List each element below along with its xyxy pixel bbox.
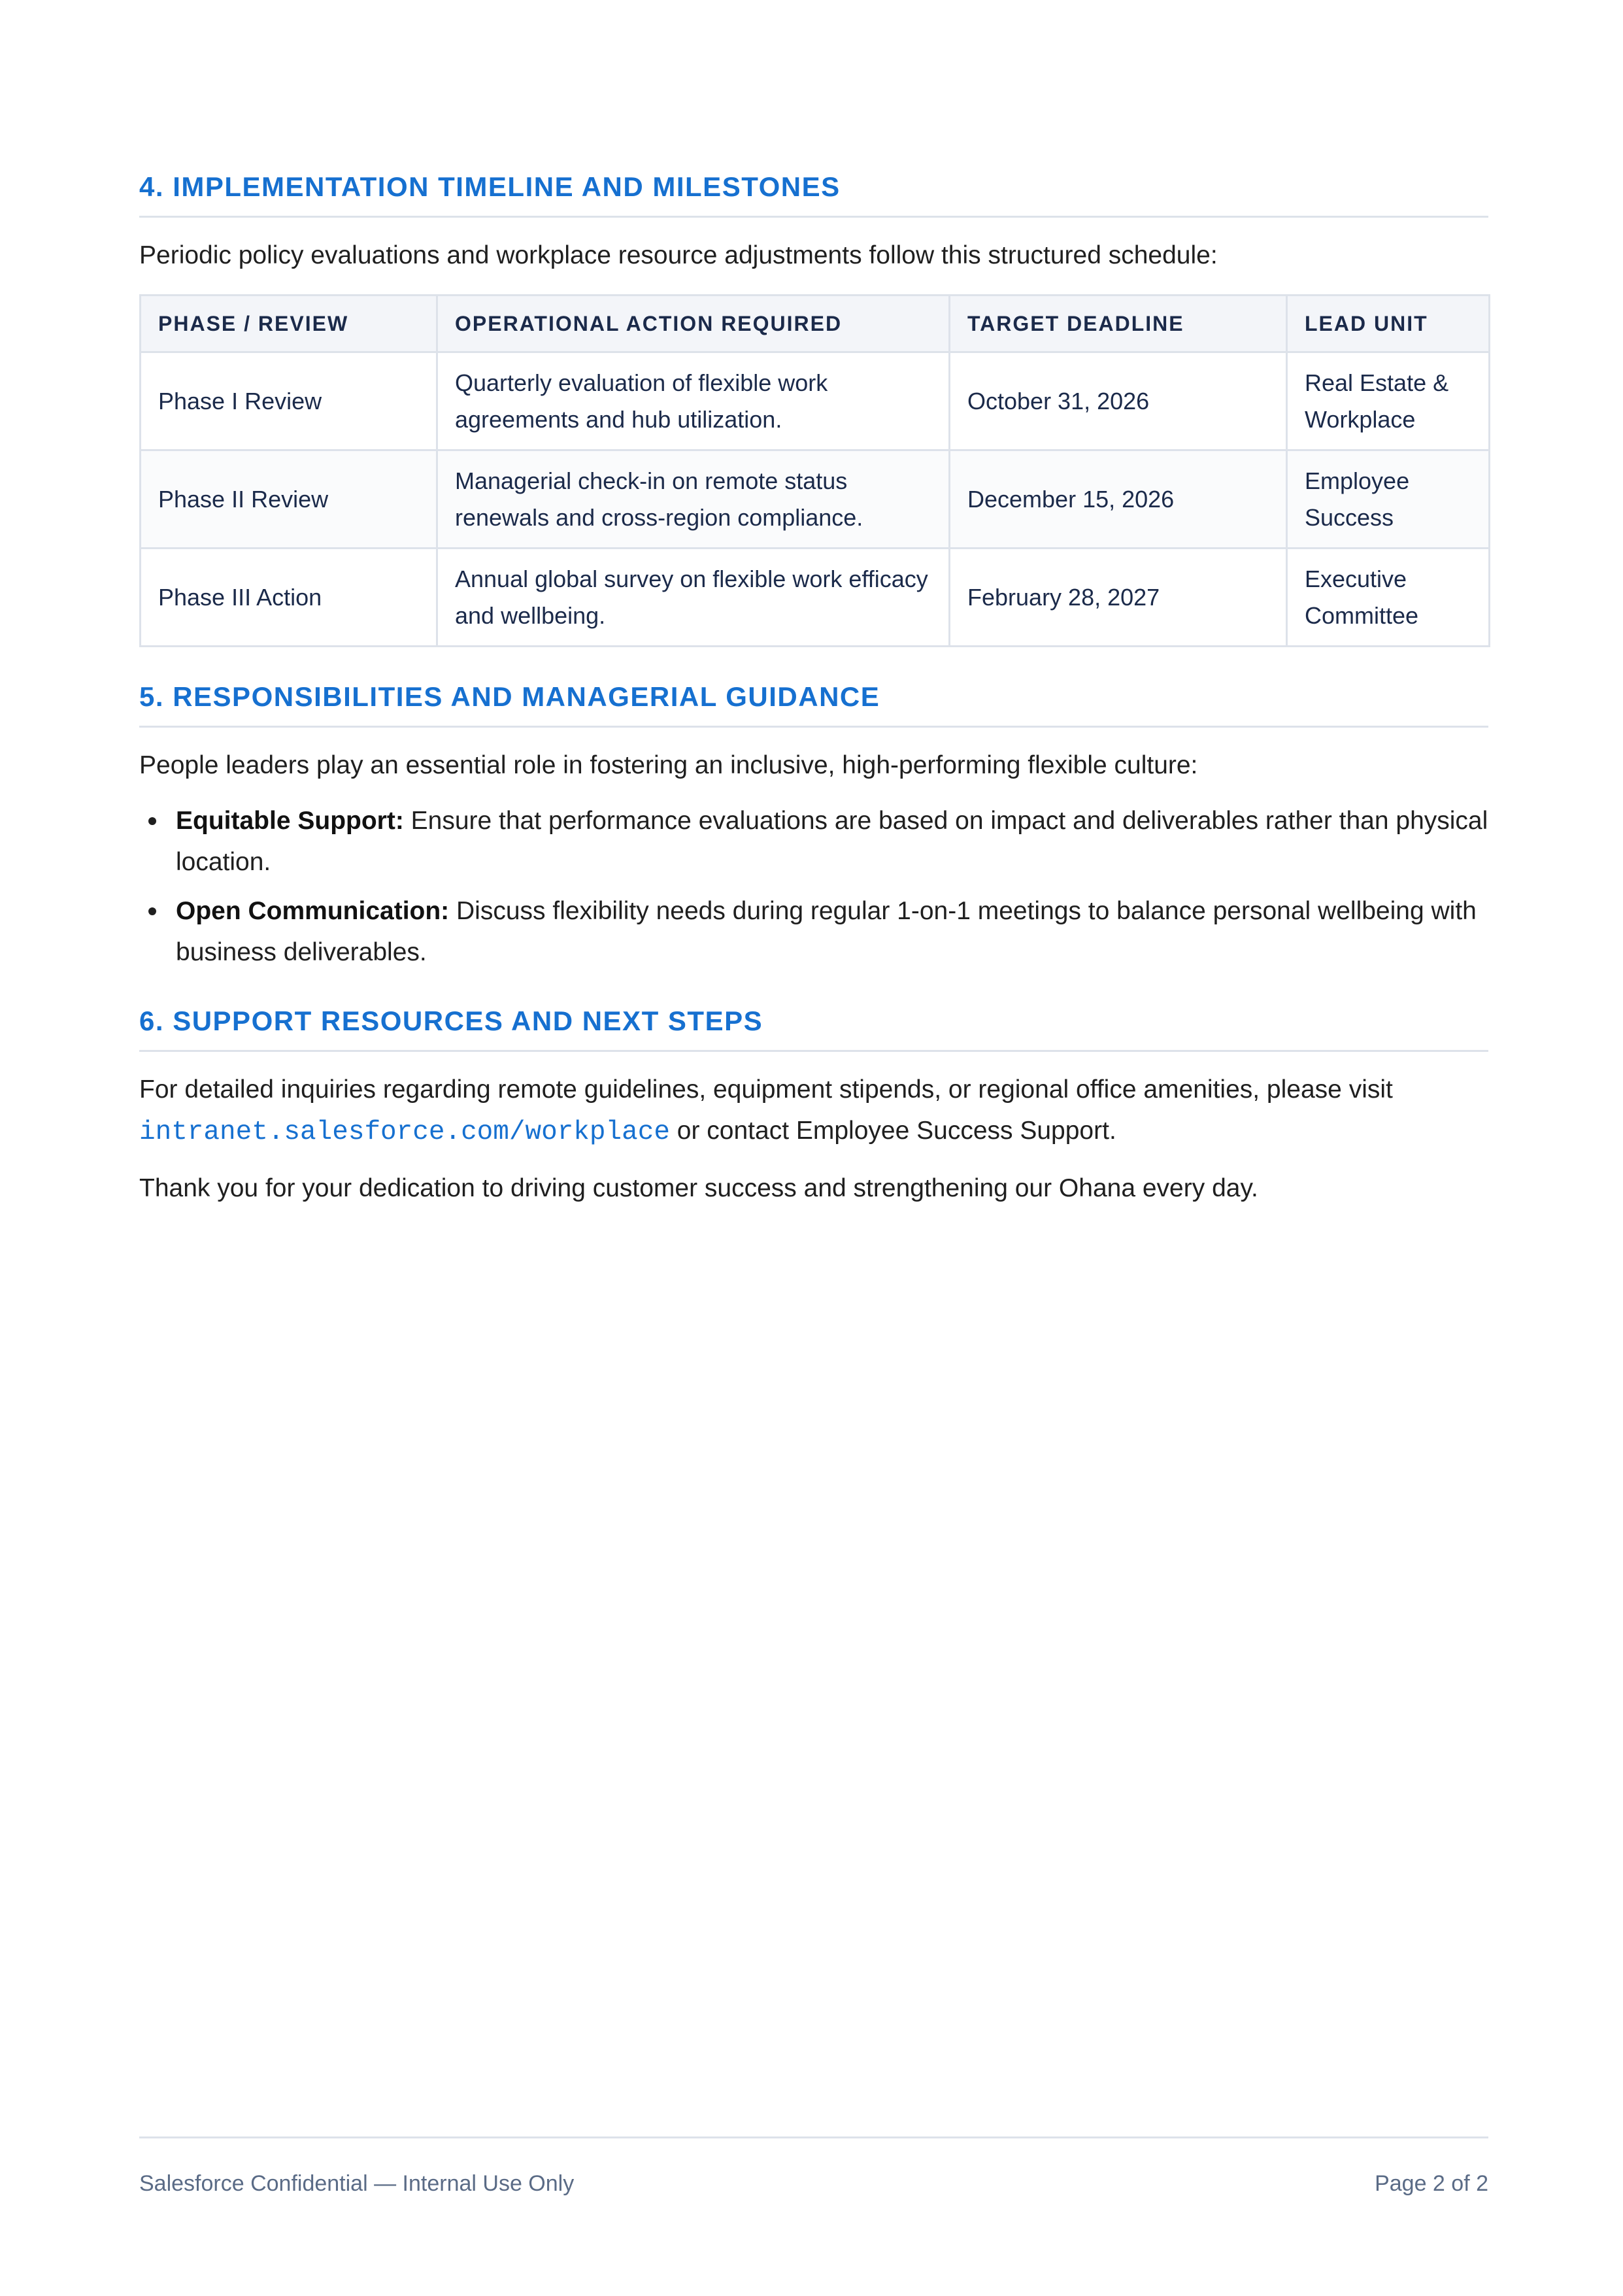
section-5-intro: People leaders play an essential role in fostering an inclusive, high-performing flexible culture: [139,751,1198,779]
list-item [139,890,1488,973]
list-item-text: Discuss flexibility needs during regular 1-on-1 meetings to balance personal wellbeing with business deliverables. [176,897,1477,966]
page-footer [139,2136,1488,2197]
guidance-list [139,800,1488,973]
bullet-dot-icon [148,817,156,825]
column-header-lead-unit: LEAD UNIT [1287,295,1490,352]
confidential-notice: Salesforce Confidential — Internal Use Only [139,2171,575,2196]
phase-cell: Phase II Review [141,450,437,549]
table-header-row [141,295,1490,352]
deadline-cell: February 28, 2027 [950,549,1287,647]
lead-unit-cell: Real Estate & Workplace [1287,352,1490,450]
section-5-title: 5. RESPONSIBILITIES AND MANAGERIAL GUIDANCE [139,681,1488,728]
column-header-phase: PHASE / REVIEW [141,295,437,352]
list-item-text: Ensure that performance evaluations are based on impact and deliverables rather than physical location. [176,807,1488,876]
lead-unit-cell: Employee Success [1287,450,1490,549]
column-header-deadline: TARGET DEADLINE [950,295,1287,352]
deadline-cell: December 15, 2026 [950,450,1287,549]
column-header-action: OPERATIONAL ACTION REQUIRED [437,295,950,352]
list-item [139,800,1488,883]
page-number: Page 2 of 2 [1375,2171,1488,2196]
document-page [139,0,1488,1209]
action-cell: Annual global survey on flexible work efficacy and wellbeing. [437,549,950,647]
phase-cell: Phase I Review [141,352,437,450]
action-cell: Managerial check-in on remote status renewals and cross-region compliance. [437,450,950,549]
section-4-title: 4. IMPLEMENTATION TIMELINE AND MILESTONES [139,171,1488,218]
section-6-text-before: For detailed inquiries regarding remote guidelines, equipment stipends, or regional office amenities, please visit [139,1075,1393,1104]
intranet-link[interactable]: intranet.salesforce.com/workplace [139,1117,670,1147]
list-item-label: Equitable Support: [176,807,404,835]
section-4-intro: Periodic policy evaluations and workplace resource adjustments follow this structured schedule: [139,241,1218,269]
table-row [141,549,1490,647]
section-6-text-after: or contact Employee Success Support. [669,1117,1116,1145]
closing-paragraph: Thank you for your dedication to driving customer success and strengthening our Ohana every day. [139,1174,1258,1202]
section-6-paragraph [139,1069,1488,1153]
list-item-label: Open Communication: [176,897,450,925]
action-cell: Quarterly evaluation of flexible work agreements and hub utilization. [437,352,950,450]
table-row [141,352,1490,450]
section-6-title: 6. SUPPORT RESOURCES AND NEXT STEPS [139,1005,1488,1052]
phase-cell: Phase III Action [141,549,437,647]
deadline-cell: October 31, 2026 [950,352,1287,450]
lead-unit-cell: Executive Committee [1287,549,1490,647]
timeline-table [139,294,1490,647]
bullet-dot-icon [148,907,156,915]
table-row [141,450,1490,549]
